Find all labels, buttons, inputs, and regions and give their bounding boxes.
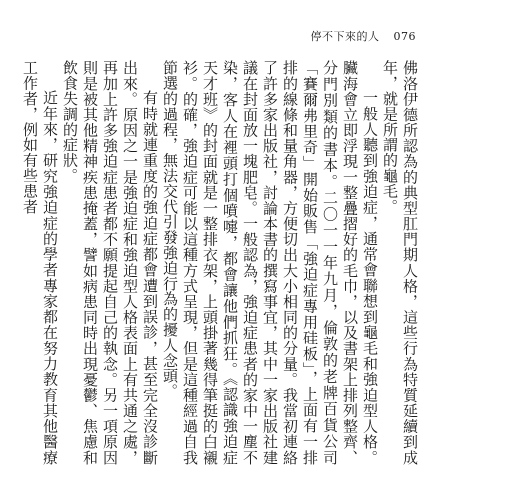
running-header <box>311 28 417 44</box>
paragraph-recent-research: 近年來，研究強迫症的學者專家都在努力教育其他醫療工作者，例如有些患者 <box>21 60 59 465</box>
page-number: 076 <box>393 30 416 43</box>
paragraph-misdiagnosis: 有時就連重度的強迫症都會遭到誤診，甚至完全沒診斷出來。原因之一是強迫症和強迫型人格表面上有共通之處，再加上許多強迫症患者都不願提起自己的執念。另一項原因則是被其他精神疾患掩蓋，譬如病患同時出現憂鬱、焦慮和飲食失調的症狀。 <box>61 60 159 465</box>
body-text <box>21 60 420 465</box>
running-title: 停不下來的人 <box>310 30 380 43</box>
paragraph-continuation: 佛洛伊德所認為的典型肛門期人格，這些行為特質延續到成年，就是所謂的龜毛。 <box>381 60 419 465</box>
paragraph-ocd-perception: 一般人聽到強迫症，通常會聯想到龜毛和強迫型人格。臟海會立即浮現一整疊摺好的毛巾，以及書架上排列整齊、分門別類的書本。二〇一一年九月，倫敦的老牌百貨公司「賽爾弗里奇」開始販售「強迫症專用硅板」，上面有一排排的線條和量角器，方便切出大小相同的分量。我當初連絡了許多家出版社，討論本書的撰寫事宜，其中一家出版社建議在封面放一塊肥皂。一般認為，強迫症患者的家中一塵不染，客人在裡頭打個噴嚏，都會讓他們抓狂。《認識強迫症天才班》的封面就是一整排衣架，上頭掛著幾得筆挺的白襯衫。的確，強迫症可能以這種方式呈現，但是這種經過自我節選的過程，無法交代引發強迫行為的擾人念頭。 <box>161 60 379 465</box>
